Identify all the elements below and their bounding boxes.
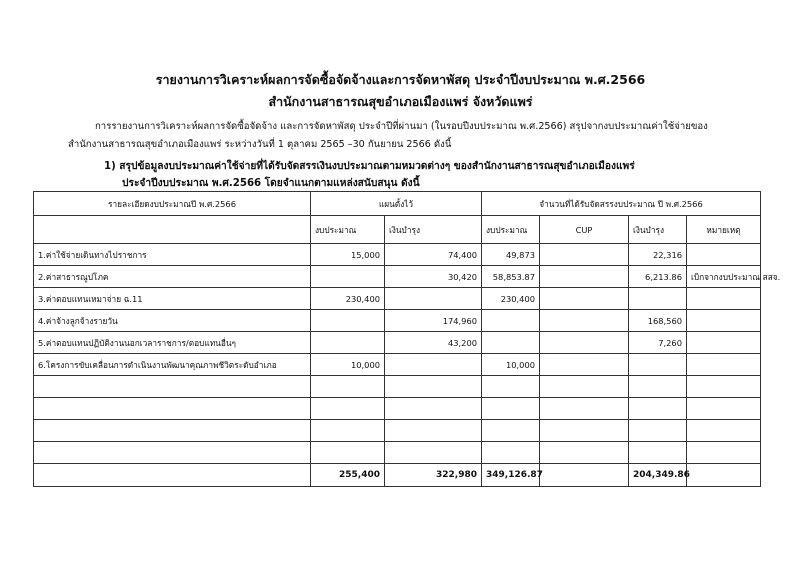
table-row <box>34 332 761 354</box>
table-total-row <box>34 464 761 487</box>
table-row <box>34 266 761 288</box>
cell-alloc-maint: 6,213.86 <box>629 266 687 288</box>
cell-item: 3.ค่าตอบแทนเหมาจ่าย ฉ.11 <box>34 288 311 310</box>
total-label-cell <box>34 464 311 487</box>
cell-alloc-cup <box>540 420 629 442</box>
cell-alloc-maint: 168,560 <box>629 310 687 332</box>
cell-alloc-maint <box>629 354 687 376</box>
table-header-row-1 <box>34 192 761 216</box>
cell-alloc-budget <box>482 310 540 332</box>
cell-alloc-cup <box>540 442 629 464</box>
report-title: รายงานการวิเคราะห์ผลการจัดซื้อจัดจ้างและการจัดหาพัสดุ ประจำปีงบประมาณ พ.ศ.2566 <box>155 72 646 87</box>
cell-alloc-budget <box>482 332 540 354</box>
cell-alloc-maint: 22,316 <box>629 244 687 266</box>
cell-alloc-cup <box>540 398 629 420</box>
cell-plan-maint <box>385 288 482 310</box>
total-remark <box>687 464 761 487</box>
header-plan-budget: งบประมาณ <box>311 216 385 244</box>
cell-alloc-maint: 7,260 <box>629 332 687 354</box>
cell-plan-budget: 10,000 <box>311 354 385 376</box>
section-heading-line-1: 1) สรุปข้อมูลงบประมาณค่าใช้จ่ายที่ได้รับจัดสรรเงินงบประมาณตามหมวดต่างๆ ของสำนักงานสาธารณสุขอำเภอเมืองแพร่ <box>104 161 635 172</box>
cell-remark <box>687 244 761 266</box>
cell-alloc-budget: 58,853.87 <box>482 266 540 288</box>
cell-remark <box>687 442 761 464</box>
cell-alloc-budget <box>482 420 540 442</box>
cell-plan-budget <box>311 442 385 464</box>
cell-remark <box>687 376 761 398</box>
cell-alloc-cup <box>540 332 629 354</box>
cell-remark: เบิกจากงบประมาณ สสจ. <box>687 266 761 288</box>
cell-alloc-cup <box>540 244 629 266</box>
cell-plan-maint <box>385 442 482 464</box>
cell-alloc-budget: 230,400 <box>482 288 540 310</box>
header-alloc-maint: เงินบำรุง <box>629 216 687 244</box>
cell-plan-budget <box>311 266 385 288</box>
table-row <box>34 376 761 398</box>
cell-item <box>34 376 311 398</box>
cell-item: 2.ค่าสาธารณูปโภค <box>34 266 311 288</box>
cell-plan-maint: 30,420 <box>385 266 482 288</box>
cell-remark <box>687 354 761 376</box>
cell-item: 5.ค่าตอบแทนปฏิบัติงานนอกเวลาราชการ/ตอบแทนอื่นๆ <box>34 332 311 354</box>
cell-alloc-maint <box>629 288 687 310</box>
header-alloc-group: จำนวนที่ได้รับจัดสรรงบประมาณ ปี พ.ศ.2566 <box>482 192 761 216</box>
cell-plan-budget <box>311 376 385 398</box>
cell-item <box>34 420 311 442</box>
header-plan-maint: เงินบำรุง <box>385 216 482 244</box>
cell-plan-budget <box>311 398 385 420</box>
total-plan-maint: 322,980 <box>385 464 482 487</box>
cell-item: 1.ค่าใช้จ่ายเดินทางไปราชการ <box>34 244 311 266</box>
cell-alloc-budget: 10,000 <box>482 354 540 376</box>
total-plan-budget: 255,400 <box>311 464 385 487</box>
cell-alloc-maint <box>629 442 687 464</box>
cell-plan-budget <box>311 310 385 332</box>
cell-remark <box>687 288 761 310</box>
header-item-col: รายละเอียดงบประมาณปี พ.ศ.2566 <box>34 192 311 216</box>
cell-plan-maint <box>385 420 482 442</box>
header-plan-group: แผนตั้งไว้ <box>311 192 482 216</box>
cell-alloc-maint <box>629 398 687 420</box>
intro-paragraph-line-2: สำนักงานสาธารณสุขอำเภอเมืองแพร่ ระหว่างวันที่ 1 ตุลาคม 2565 –30 กันยายน 2566 ดังนี้ <box>68 139 452 150</box>
cell-plan-budget <box>311 420 385 442</box>
header-remark: หมายเหตุ <box>687 216 761 244</box>
total-alloc-maint: 204,349.86 <box>629 464 687 487</box>
report-subtitle: สำนักงานสาธารณสุขอำเภอเมืองแพร่ จังหวัดแพร่ <box>268 94 533 109</box>
cell-item: 4.ค่าจ้างลูกจ้างรายวัน <box>34 310 311 332</box>
cell-remark <box>687 398 761 420</box>
table-row <box>34 244 761 266</box>
cell-alloc-budget <box>482 398 540 420</box>
cell-plan-maint <box>385 398 482 420</box>
table-row <box>34 310 761 332</box>
cell-alloc-budget <box>482 376 540 398</box>
header-blank-cell <box>34 216 311 244</box>
cell-remark <box>687 420 761 442</box>
table-row <box>34 288 761 310</box>
cell-alloc-maint <box>629 376 687 398</box>
cell-plan-maint: 74,400 <box>385 244 482 266</box>
intro-paragraph-line-1: การรายงานการวิเคราะห์ผลการจัดซื้อจัดจ้าง และการจัดหาพัสดุ ประจำปีที่ผ่านมา (ในรอบปีงบประมาณ พ.ศ.2566) สรุปจากงบประมาณค่าใช้จ่ายของ <box>95 121 708 132</box>
header-alloc-cup: CUP <box>540 216 629 244</box>
table-row <box>34 442 761 464</box>
cell-item <box>34 442 311 464</box>
section-heading-line-2: ประจำปีงบประมาณ พ.ศ.2566 โดยจำแนกตามแหล่งสนับสนุน ดังนี้ <box>122 178 420 189</box>
cell-plan-maint: 174,960 <box>385 310 482 332</box>
table-row <box>34 354 761 376</box>
total-alloc-budget: 349,126.87 <box>482 464 540 487</box>
cell-plan-budget: 230,400 <box>311 288 385 310</box>
cell-remark <box>687 310 761 332</box>
cell-plan-budget <box>311 332 385 354</box>
table-row <box>34 398 761 420</box>
budget-table <box>33 191 781 487</box>
cell-item: 6.โครงการขับเคลื่อนการดำเนินงานพัฒนาคุณภาพชีวิตระดับอำเภอ <box>34 354 311 376</box>
cell-alloc-cup <box>540 354 629 376</box>
cell-alloc-budget: 49,873 <box>482 244 540 266</box>
cell-plan-maint <box>385 376 482 398</box>
cell-plan-maint <box>385 354 482 376</box>
cell-alloc-cup <box>540 310 629 332</box>
cell-alloc-cup <box>540 288 629 310</box>
cell-plan-maint: 43,200 <box>385 332 482 354</box>
cell-plan-budget: 15,000 <box>311 244 385 266</box>
cell-alloc-cup <box>540 376 629 398</box>
table-header-row-2 <box>34 216 761 244</box>
cell-alloc-budget <box>482 442 540 464</box>
cell-alloc-maint <box>629 420 687 442</box>
total-alloc-cup <box>540 464 629 487</box>
header-alloc-budget: งบประมาณ <box>482 216 540 244</box>
cell-alloc-cup <box>540 266 629 288</box>
table-row <box>34 420 761 442</box>
cell-item <box>34 398 311 420</box>
cell-remark <box>687 332 761 354</box>
